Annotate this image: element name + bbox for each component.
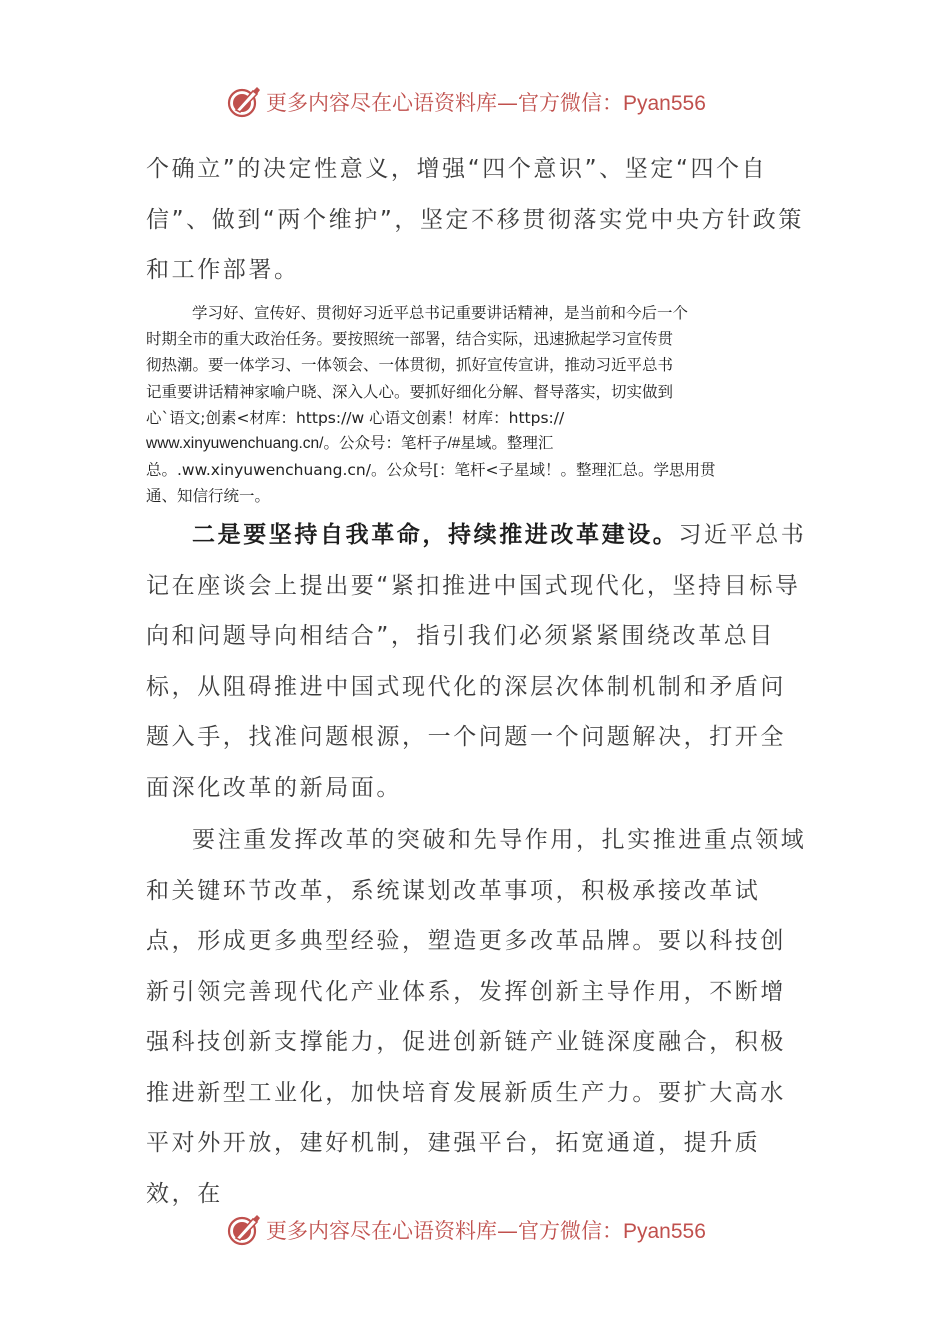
small-paragraph-line: 记重要讲话精神家喻户晓、深入人心。要抓好细化分解、督导落实，切实做到 xyxy=(146,382,674,401)
small-paragraph-line: 时期全市的重大政治任务。要按照统一部署，结合实际，迅速掀起学习宣传贯 xyxy=(146,330,674,349)
header-banner-text: 更多内容尽在心语资料库—官方微信：Pyan556 xyxy=(266,91,706,115)
small-paragraph-line: www.xinyuwenchuang.cn/。公众号：笔杆子/#星域。整理汇 xyxy=(146,435,554,453)
small-paragraph-line: 学习好、宣传好、贯彻好习近平总书记重要讲话精神，是当前和今后一个 xyxy=(192,304,689,322)
section-two-heading: 二是要坚持自我革命，持续推进改革建设。 xyxy=(192,522,679,548)
small-paragraph xyxy=(146,300,806,510)
small-paragraph-line: 彻热潮。要一体学习、一体领会、一体贯彻，抓好宣传宣讲，推动习近平总书 xyxy=(146,356,674,375)
pen-logo-icon xyxy=(226,84,262,120)
small-paragraph-line: 心`语文;创素<材库：https://w 心语文创素！材库：https:// xyxy=(146,408,565,427)
small-paragraph-line: 总。.ww.xinyuwenchuang.cn/。公众号[：笔杆<子星域！。整理汇总。学思用贯 xyxy=(146,461,716,480)
header-banner xyxy=(226,82,706,122)
section-two-paragraph xyxy=(146,510,810,813)
paragraph-reform: 要注重发挥改革的突破和先导作用，扎实推进重点领域和关键环节改革，系统谋划改革事项，积极承接改革试点，形成更多典型经验，塑造更多改革品牌。要以科技创新引领完善现代化产业体系，发挥创新主导作用，不断增强科技创新支撑能力，促进创新链产业链深度融合，积极推进新型工业化，加快培育发展新质生产力。要扩大高水平对外开放，建好机制，建强平台，拓宽通道，提升质效，在 xyxy=(146,827,807,1207)
pen-logo-icon xyxy=(226,1212,262,1248)
paragraph-continued: 个确立”的决定性意义，增强“四个意识”、坚定“四个自信”、做到“两个维护”，坚定不移贯彻落实党中央方针政策和工作部署。 xyxy=(146,156,804,283)
section-two-body: 习近平总书记在座谈会上提出要“紧扣推进中国式现代化，坚持目标导向和问题导向相结合”，指引我们必须紧紧围绕改革总目标，从阻碍推进中国式现代化的深层次体制机制和矛盾问题入手，找准问题根源，一个问题一个问题解决，打开全面深化改革的新局面。 xyxy=(146,522,807,801)
footer-banner-text: 更多内容尽在心语资料库—官方微信：Pyan556 xyxy=(266,1219,706,1243)
footer-banner xyxy=(226,1210,706,1250)
small-paragraph-line: 通、知信行统一。 xyxy=(146,487,271,506)
